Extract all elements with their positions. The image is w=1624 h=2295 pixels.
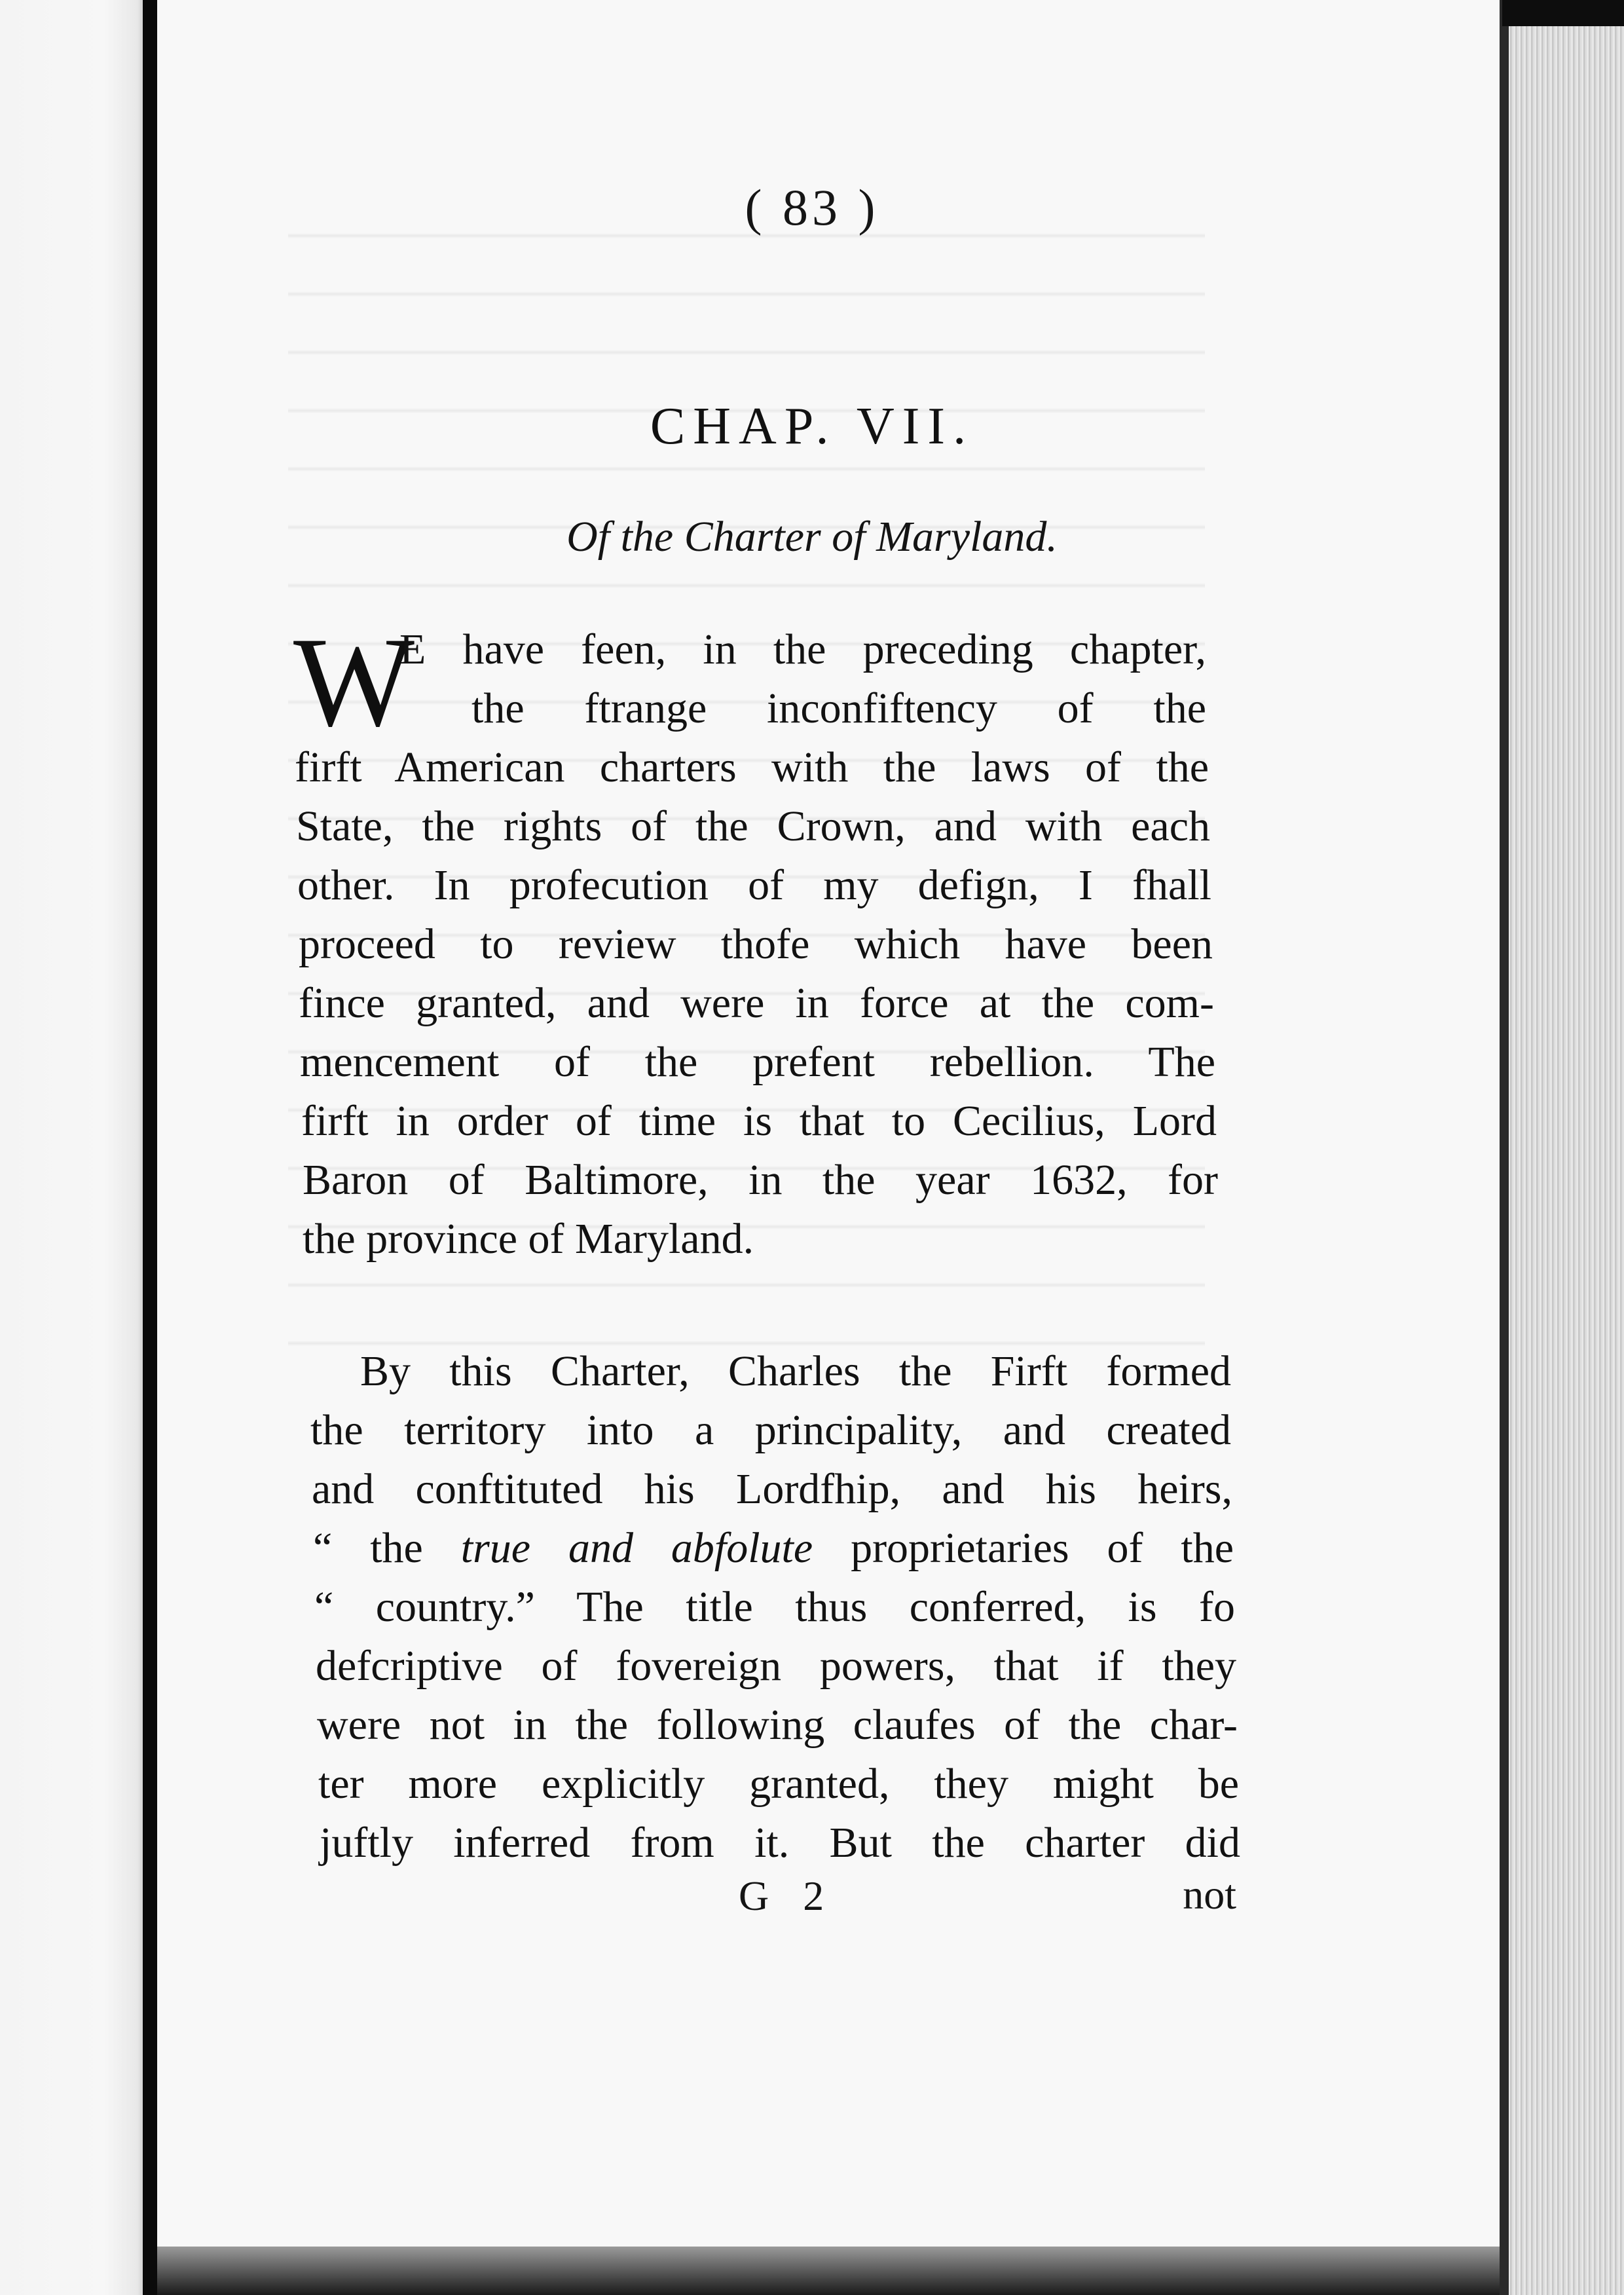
text-line: mencement of the prefent rebellion. The bbox=[300, 1038, 1215, 1086]
text-line: ter more explicitly granted, they might be bbox=[318, 1760, 1239, 1808]
text-line: the ftrange inconfiftency of the bbox=[471, 684, 1206, 732]
page-bottom-shadow bbox=[157, 2247, 1502, 2295]
facing-page-edge bbox=[0, 0, 149, 2295]
text-line: were not in the following claufes of the char- bbox=[317, 1701, 1238, 1749]
text-line: the province of Maryland. bbox=[303, 1215, 754, 1263]
catchword: not bbox=[1183, 1871, 1236, 1918]
chapter-subtitle: Of the Charter of Maryland. bbox=[566, 513, 1058, 561]
text-line: defcriptive of fovereign powers, that if they bbox=[316, 1642, 1236, 1690]
text-line: “ country.” The title thus conferred, is fo bbox=[314, 1583, 1235, 1631]
fore-edge-pages bbox=[1502, 0, 1624, 2295]
text-line: State, the rights of the Crown, and with each bbox=[296, 802, 1210, 850]
text-line: firft American charters with the laws of the bbox=[295, 743, 1209, 791]
drop-cap: W bbox=[293, 611, 415, 753]
text-line: E have feen, in the preceding chapter, bbox=[399, 625, 1206, 673]
text-line: fince granted, and were in force at the com- bbox=[299, 979, 1214, 1027]
text-line: proceed to review thofe which have been bbox=[299, 920, 1213, 968]
fore-edge-top-shadow bbox=[1502, 0, 1624, 26]
text-run: proprietaries of the bbox=[813, 1524, 1234, 1572]
text-line: the territory into a principality, and created bbox=[310, 1406, 1231, 1454]
text-line: By this Charter, Charles the Firft formed bbox=[360, 1347, 1231, 1395]
fore-edge-shadow bbox=[1500, 0, 1509, 2295]
page-number: ( 83 ) bbox=[745, 179, 879, 236]
text-line: juftly inferred from it. But the charter did bbox=[320, 1819, 1240, 1867]
text-line: and conftituted his Lordfhip, and his heirs, bbox=[312, 1465, 1232, 1513]
book-gutter bbox=[143, 0, 157, 2295]
italic-phrase: true and abfolute bbox=[460, 1524, 813, 1572]
text-run: “ the bbox=[313, 1524, 461, 1572]
chapter-title: CHAP. VII. bbox=[650, 398, 974, 455]
signature-mark: G 2 bbox=[739, 1873, 836, 1919]
text-line: firft in order of time is that to Cecilius, Lord bbox=[301, 1097, 1217, 1145]
text-line: Baron of Baltimore, in the year 1632, for bbox=[303, 1156, 1218, 1204]
text-line bbox=[313, 1518, 1234, 1578]
text-line: other. In profecution of my defign, I fhall bbox=[297, 861, 1211, 909]
